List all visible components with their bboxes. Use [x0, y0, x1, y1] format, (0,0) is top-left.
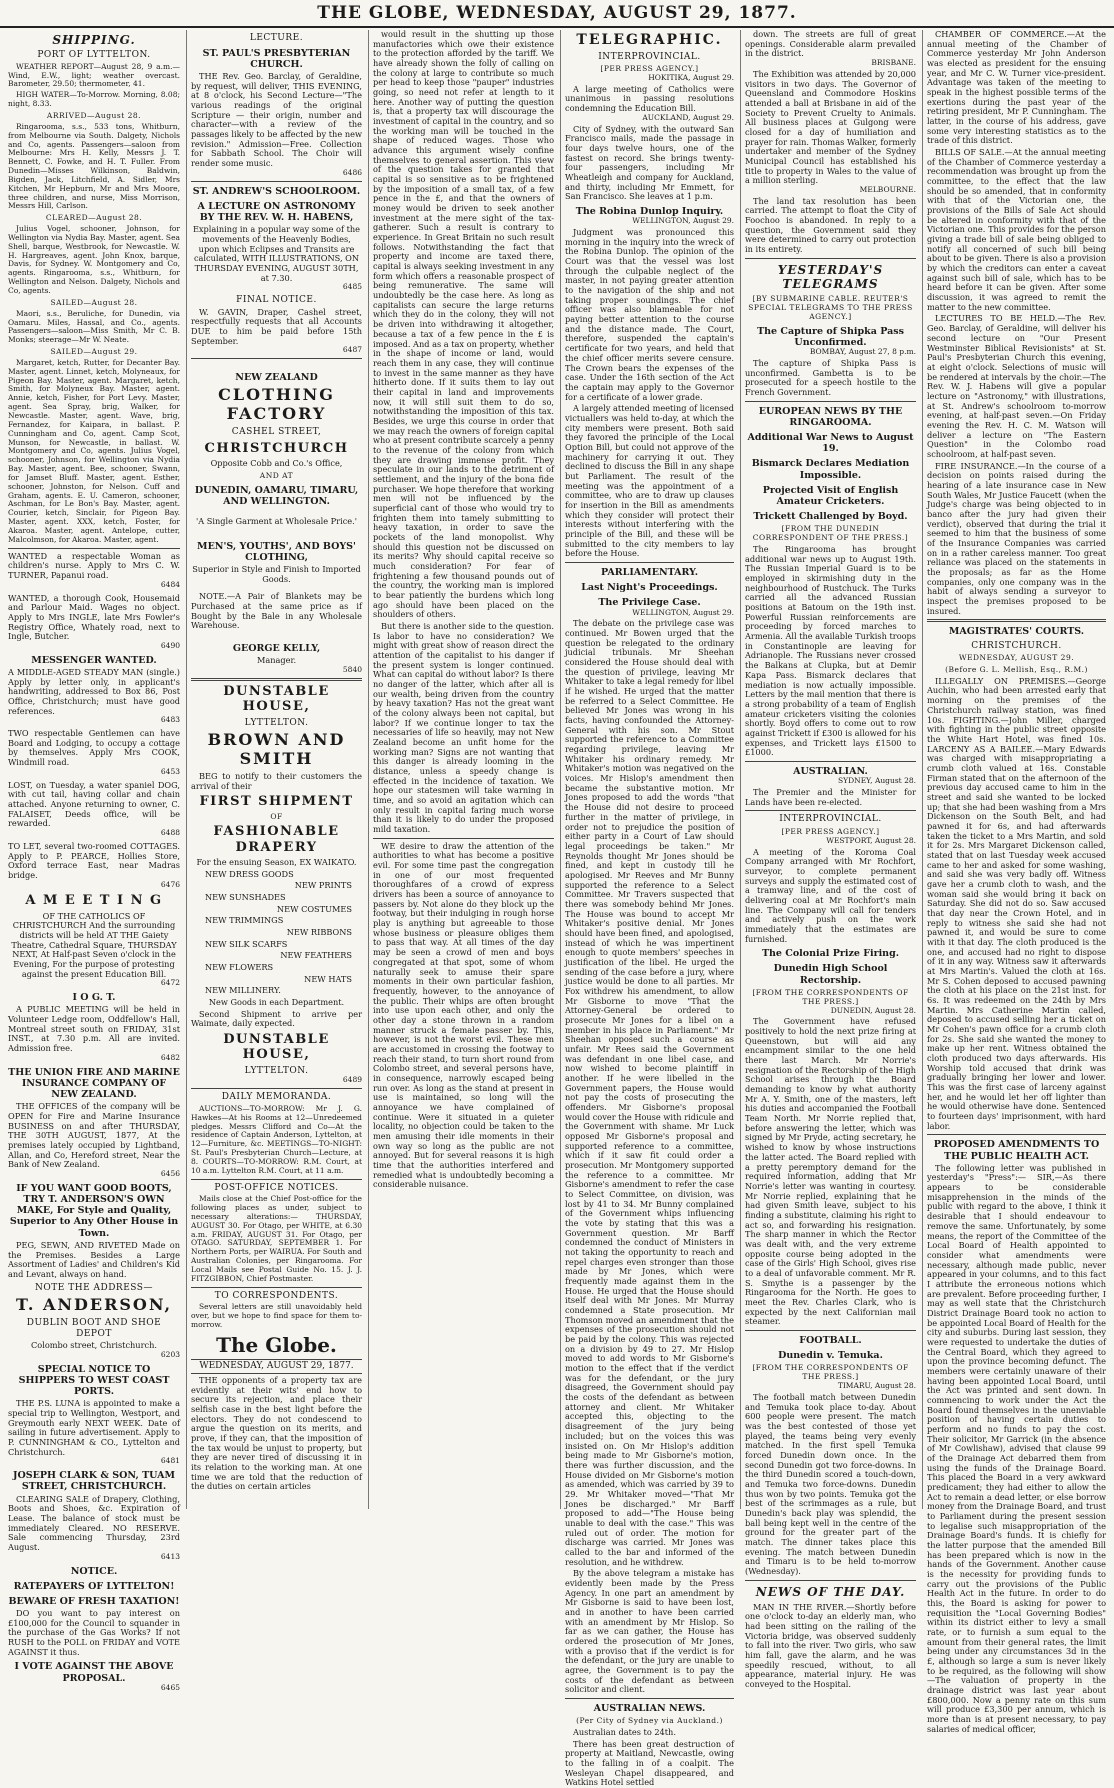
christchurch-heading: CHRISTCHURCH: [204, 440, 349, 456]
shipping-heading: SHIPPING.: [52, 33, 136, 47]
divider: [191, 1179, 362, 1180]
sydney-text: The Premier and the Minister for Lands have been re-elected.: [745, 786, 916, 807]
victuallers-text: A largely attended meeting of licensed victuallers was held to-day, at which the city members were present. Both said they favored the principle of the Local Option Bill, but could not approve of the machinery for carrying it out. They declined to discuss the Bill in any shape but Parliament. The result of the meeting was the appointment of a committee, who are to draw up clauses for insertion in the Bill as amendments which they consider will protect their interests without interfering with the principle of the Bill, and these will be submitted to the city members to lay before the House.: [565, 403, 734, 559]
amendments-heading: PROPOSED AMENDMENTS TO THE PUBLIC HEALTH ACT.: [933, 1139, 1100, 1162]
per-city: (Per City of Sydney via Auckland.): [576, 1716, 723, 1726]
boots-text: PEG, SEWN, AND RIVETED Made on the Premises. Besides a Large Assortment of Ladies' and Children's Kid and Levant, always on hand.: [8, 1239, 180, 1279]
note-address: NOTE THE ADDRESS—: [35, 1282, 153, 1293]
spacer: [191, 633, 362, 639]
from-correspondents: [FROM THE CORRESPONDENTS OF THE PRESS.]: [752, 987, 909, 1006]
divider: [745, 401, 916, 402]
post-office-heading: POST-OFFICE NOTICES.: [214, 1182, 339, 1193]
divider: [191, 181, 362, 182]
spacer: [191, 529, 362, 537]
shipka-heading: The Capture of Shipka Pass Unconfirmed.: [757, 325, 904, 348]
from-correspondents: [FROM THE CORRESPONDENTS OF THE PRESS.]: [752, 1363, 909, 1382]
memoranda-text: AUCTIONS—TO-MORROW: Mr J. G. Hawkes—At his Rooms at 12—Unredeemed pledges. Messrs Clifford and Co—At the residence of Captain Anderson, Lyttelton, at 12—Furniture, &c. MEETINGS—TO-NIGHT: St. Paul's Presbyterian Church—Lecture, at 8. COURTS—TO-MORROW: R.M. Court, at 10 a.m. Lyttelton R.M. Court, at 11 a.m.: [191, 1103, 362, 1175]
dunedin-text: The Government have refused positively to hold the next prize firing at Queenstown, but will aid any encampment similar to the one held there last March. Mr Norrie's resignation of the Rectorship of the High School arises through the Board demanding to know by what authority Mr A. Y. Smith, one of the masters, left his duties and accompanied the Football Team North. Mr Norrie replied that, before answering the letter, which was signed by Mr Pryde, acting secretary, he wished to know by whose instructions the latter acted. The Board replied with a pretty peremptory demand for the required information, adding that Mr Norrie's letter was wanting in courtesy. Mr Norrie replied, explaining that he had given Smith leave, subject to his finding a substitute, claiming his right to act so, and forwarding his resignation. The sharp manner in which the Rector was dealt with, and the very extreme opposite course being adopted in the case of the Girls' High School, gives rise to a deal of unfavorable comment. Mr R. S. Smythe is a passenger by the Ringarooma for the North. He goes to meet the Rev. Charles Clark, who is expected by the next Californian mail steamer.: [745, 1016, 916, 1327]
brown-smith: BROWN AND SMITH: [207, 730, 346, 768]
ad-number: 6465: [160, 1682, 180, 1692]
dateline: DUNEDIN, August 28.: [830, 1005, 916, 1015]
list-item: NEW FLOWERS: [205, 962, 274, 973]
prize-firing-heading: The Colonial Prize Firing.: [761, 948, 900, 960]
ad-text: TWO respectable Gentlemen can have Board and Lodging, to occupy a cottage by themselves. Apply Mrs COOK, Windmill road.: [8, 728, 180, 768]
court-text: ILLEGALLY ON PREMISES.—George Auchin, who had been arrested early that morning on the premises of the Christchurch railway station, was fined 10s. FIGHTING.—John Miller, charged with fighting in the public street opposite the White Hart Hotel, was fined 10s. LARCENY AS A BAILEE.—Mary Edwards was charged with misappropriating a crumb cloth valued at 16s. Constable Firman stated that on the afternoon of the previous day accused came to him in the street and said she wanted to be locked up; that she had been washing from a Mrs Dickenson on the South Belt, and had pawned it for 6s, and had afterwards taken the ticket to a Mrs Martin, and sold it for 2s. Mrs Margaret Dickenson called, stated that on last Tuesday week accused came to her and asked for some washing, and said she was very badly off. Witness gave her a crumb cloth to wash, and the woman said she would bring it back on Saturday. She did not do so. Saw accused that day near the Crown Hotel, and in reply to witness she said she had not pawned it, and would be sure to come with it that day. The cloth produced is the one, and accused had no right to dispose of it in any way. Witness saw it afterwards at Mrs Martin's. Valued the cloth at 16s. Mr S. Cohen deposed to accused pawning the cloth at his place on the 21st inst. for 6s. It was redeemed on the 24th by Mrs Martin. Mrs Catherine Martin called, deposed to accused selling her a ticket on Mr Cohen's pawn office for a crumb cloth for 2s. She said she wanted the money to make up her rent. Witness obtained the cloth produced two days afterwards. His Worship told accused that drink was gradually bringing her lower and lower. This was the first case of larceny against her, and he would let her off lighter than he would otherwise have done. Sentenced to fourteen days' imprisonment, with hard labor.: [927, 675, 1106, 1131]
ad-lost-dog: [8, 781, 180, 838]
single-garment: 'A Single Garment at Wholesale Price.': [195, 516, 357, 527]
clearing-text: CLEARING SALE of Drapery, Clothing, Boots and Shoes, &c. Expiration of Lease. The balance of stock must be immediately Cleared. NO RESERVE. Sale commencing Thursday, 23rd August.: [8, 1493, 180, 1552]
divider: [745, 1580, 916, 1581]
column-3: [368, 30, 558, 1509]
lecture-heading: LECTURE.: [249, 33, 304, 43]
astronomy-text: Explaining in a popular way some of the movements of the Heavenly Bodies, upon which Eclipses and Transits are calculated, WITH ILLUSTRATIONS, ON THURSDAY EVENING, AUGUST 30TH, at 7.30.: [192, 224, 361, 283]
trickett-heading: Trickett Challenged by Boyd.: [753, 511, 908, 523]
port-heading: PORT OF LYTTELTON.: [37, 50, 151, 61]
ad-wanted-nurse: [8, 552, 180, 590]
divider: [191, 678, 362, 681]
st-paul-text: THE Rev. Geo. Barclay, of Geraldine, by request, will deliver, THIS EVENING, at 8 o'clock, his Second Lecture—"The various readings of the original Scripture — their origin, number and character—with a review of the passages likely to be affected by the new revision." Admission—Free. Collection for Sabbath School. The Choir will render some music.: [191, 71, 362, 169]
dateline: WESTPORT, August 28.: [826, 835, 916, 845]
meeting-heading: A M E E T I N G: [25, 893, 163, 909]
towns-heading: DUNEDIN, OAMARU, TIMARU, AND WELLINGTON.: [194, 484, 359, 507]
melbourne-text: The land tax resolution has been carried. The attempt to float the City of Foochoo is abandoned. In reply to a question, the Government said they were determined to carry out protection in its entirety.: [745, 195, 916, 255]
weather-report: WEATHER REPORT—August 28, 9 a.m.—Wind, E.W., light; weather overcast. Barometer, 29.50; thermometer, 41.: [8, 61, 180, 89]
divider: [745, 810, 916, 811]
brisbane-text: The Exhibition was attended by 20,000 visitors in two days. The Governor of Queensland and Commodore Hoskins attended a ball at Brisbane in aid of the Society to Prevent Cruelty to Animals. All business places at Gulgong were closed for a day of humiliation and prayer for rain. Thomas Walker, formerly undertaker and member of the Sydney Municipal Council has established his title to property in Wales to the value of a million sterling.: [745, 68, 916, 186]
war-heading: Additional War News to August 19.: [747, 431, 914, 455]
hokitika-text: A large meeting of Catholics were unanimous in passing resolutions condemning the Education Bill.: [565, 83, 734, 114]
opposite-text: Opposite Cobb and Co.'s Office,: [210, 458, 343, 469]
list-item: NEW SUNSHADES: [205, 892, 286, 903]
divider: [191, 1287, 362, 1288]
correspondents-heading: TO CORRESPONDENTS.: [214, 1290, 339, 1301]
dunstable2-heading: DUNSTABLE HOUSE,: [223, 1032, 330, 1063]
dunlop-text: Judgment was pronounced this morning in the inquiry into the wreck of the Robina Dunlop. The opinion of the Court was that the vessel was lost through the culpable neglect of the master, in not paying greater attention to the navigation of the ship and not taking proper soundings. The chief officer was also blameable for not paying better attention to the course and the distance made. The Court, therefore, suspended the captain's certificate for two years, and held that the chief officer merits severe censure. The Crown bears the expenses of the case. Under the 16th section of the Act the captain may apply to the Governor for a certificate of a lower grade.: [565, 227, 734, 402]
high-water: HIGH WATER—To-Morrow. Morning, 8.08; night, 8.33.: [8, 90, 180, 109]
dateline: WELLINGTON, August 29.: [632, 607, 734, 617]
fire-insurance-text: FIRE INSURANCE.—In the course of a decision on points raised during the hearing of a late insurance case in New South Wales, Mr Justice Faucett (when the Judge's charge was being objected to in banco after the jury had given their verdict), observed that during the trial it seemed to him that the business of some of the Insurance Companies was carried on in a rather careless manner. Too great reliance was placed on the statements in the proposals; as far as the Home companies, only one company was in the habit of always sending a surveyor to inspect the premises proposed to be insured.: [927, 460, 1106, 616]
christchurch-heading: CHRISTCHURCH.: [971, 640, 1062, 651]
ad-number: 5840: [342, 665, 362, 674]
ad-number: 6481: [160, 1456, 180, 1466]
vote-heading: I VOTE AGAINST THE ABOVE PROPOSAL.: [14, 1661, 174, 1684]
dateline: MELBOURNE.: [859, 184, 916, 194]
ad-number: 6476: [160, 879, 180, 889]
press-mistake-text: By the above telegram a mistake has evidently been made by the Press Agency. In one part an amendment by Mr Gisborne is said to have been lost, and in another to have been carried with an amendment by Mr Hislop. So far as we can gather, the House has ordered the prosecution of Mr Jones, with a proviso that if the verdict is for the defendant, or the jury are unable to agree, the Government is to pay the costs of the defendant as between solicitor and client.: [565, 1568, 734, 1695]
union-text: THE OFFICES of the company will be OPEN for Fire and Marine Insurance BUSINESS on and after THURSDAY, THE 30TH AUGUST, 1877, At the premises lately occupied by Lightband, Allan, and Co, Hereford street, Near the Bank of New Zealand.: [8, 1101, 180, 1170]
correspondents-text: Several letters are still unavoidably held over, but we hope to find space for them to-morrow.: [191, 1302, 362, 1329]
river-text: MAN IN THE RIVER.—Shortly before one o'clock to-day an elderly man, who had been sitting on the railing of the Victoria bridge, was observed suddenly to fall into the river. Two girls, who saw him fall, gave the alarm, and he was speedily rescued, without, to all appearance, material injury. He was conveyed to the Hospital.: [745, 1601, 916, 1690]
new-items-list: [191, 870, 362, 996]
notice-heading: NOTICE.: [70, 1565, 118, 1577]
parliamentary-heading: PARLIAMENTARY.: [600, 566, 699, 578]
bills-of-sale-text: BILLS OF SALE.—At the annual meeting of the Chamber of Commerce yesterday a recommendation was brought up from the committee, to the effect that the law should be so amended, that in conformity with that of the Victorian one, the provisions of the Bills of Sale Act should be altered in conformity with that of the Victorian one. This provides for the person giving a trade bill of sale being obliged to notify all concerned of such bill being about to be given. There is also a provision by which the creditors can enter a caveat against such bill of sale, which has to be heard before it can be given. After some discussion, it was agreed to remit the matter to the new committee.: [927, 147, 1106, 312]
dateline: WELLINGTON, August 29.: [632, 216, 734, 226]
rectorship-heading: Dunedin High School Rectorship.: [773, 963, 888, 986]
westport-text: A meeting of the Koroma Coal Company arranged with Mr Rochfort, surveyor, to complete permanent surveys and supply the estimated cost of a tramway line, and of the cost of delivering coal at Mr Rochfort's main line. The Company will call for tenders and actively push on the work immediately that the estimates are furnished.: [745, 846, 916, 944]
arrived-text: Ringarooma, s.s., 533 tons, Whitburn, from Melbourne via South. Dalgety, Nichols and Co, agents. Passengers—saloon from Melbourne: Mrs H. Kelly, Messrs J. T. Bennett, C. Fowke, and H. T. Fuller. From Dunedin—Misses Wilkinson, Baldwin, Bigden, Jack, Litchfield, A. Sidler, Mrs Kitchen, Mr Hepburn, Mr and Mrs Moore, three children, and nurse, Miss Morrison, Messrs Hill, Carlson.: [8, 121, 180, 211]
ad-text: LOST, on Tuesday, a water spaniel DOG, with cut tail, having collar and chain attached. Anyone returning to owner, C. FALAISET, Deeds office, will be rewarded.: [8, 779, 180, 829]
interprovincial-heading: INTERPROVINCIAL.: [598, 51, 701, 62]
column-2: [186, 30, 366, 1509]
fashionable-drapery: FASHIONABLE DRAPERY: [213, 824, 340, 855]
match-heading: Dunedin v. Temuka.: [778, 1350, 883, 1362]
cleared-text: Julius Vogel, schooner, Johnson, for Wellington via Nydia Bay. Master, agent. Sea Shell, barque, Westbrook, for Newcastle. W. H. Hargreaves, agent. John Knox, barque, Davis, for Sydney. W. Montgomery and Co, agents. Ringarooma, s.s., Whitburn, for Wellington and Nelson. Dalgety, Nichols and Co, agents.: [8, 224, 180, 296]
st-andrews-heading: ST. ANDREW'S SCHOOLROOM.: [192, 185, 361, 197]
divider: [191, 1088, 362, 1089]
sailed2-text: Margaret, ketch, Rutter, for Decanter Bay. Master, agent. Linnet, ketch, Molyneaux, for Pigeon Bay. Master, agent. Margaret, ketch, Smith, for Molyneux Bay. Master, agent. Annie, ketch, Fisher, for Port Levy. Master, agent. Sea Spray, brig, Walker, for Newcastle. Master, agent. Wave, brig, Fernandez, for Kaipara, in ballast. P. Cunningham and Co, agent. Camp Scot, Munson, for Newcastle, in ballast. W. Montgomery and Co, agents. Julius Vogel, schooner, Johnson, for Wellington via Nydia Bay. Master, agent. Bee, schooner, Swann, for Jamset Bluff. Master, agent. Esther, schooner, Johnston, for Nelson. Cuff and Graham, agents. E. U. Cameron, schooner, Aschman, for Le Bon's Bay. Master, agent. Courier, ketch, Sinclair, for Pigeon Bay. Master, agent. XXX, ketch, Foster, for Akaroa. Master, agent. Antelope, cutter, Malcolmson, for Akaroa. Master, agent.: [8, 357, 180, 544]
list-item: NEW SILK SCARFS: [205, 938, 288, 949]
privilege-text: The debate on the privilege case was continued. Mr Bowen urged that the question be relegated to the ordinary judicial tribunals. Mr Sheehan considered the House should deal with the question of privilege, leaving Mr Whitaker to take a legal remedy for libel if he wished. He urged that the matter be referred to a Select Committee. He believed Mr Jones was wrong in his facts, having confounded the Attorney-General with his son. Mr Stout supported the reference to a Committee regarding privilege, leaving Mr Whitaker his ordinary remedy. Mr Whitaker's motion was negatived on the voices. Mr Hislop's amendment then became the substantive motion. Mr Jones proposed to add the words "that the House did not desire to proceed further in the matter of privilege, in order not to prejudice the position of either party in a Court of Law should legal proceedings be taken." Mr Reynolds thought Mr Jones should be fined, and kept in custody till he apologised. Mr Reeves and Mr Bunny supported the reference to a Select Committee. Mr Travers suspected that there was somebody behind Mr Jones. The House was bound to accept Mr Whitaker's positive denial. Mr Jones should have been fined, and apologised, instead of which he was impertinent enough to quote members' speeches in justification of the libel. He urged the sending of the case before a jury, where justice would be done to all parties. Mr Fox withdrew his amendment, to allow Mr Gisborne to move "That the Attorney-General be ordered to prosecute Mr Jones for a libel on a member in his place in Parliament." Mr Sheehan opposed such a course as unfair. Mr Rees said the Government was defendant in one libel case, and now wished to become plaintiff in another. If he were libelled in the Government papers, the House would not pay the costs of prosecuting the offenders. Mr Gisborne's proposal would cover the House with ridicule and the Government with shame. Mr Luck opposed Mr Gisborne's proposal and supported reference to a committee, which if it saw fit could order a prosecution. Mr Montgomery supported the reference to a committee. Mr Gisborne's amendment to refer the case to Select Committee, on division, was lost by 41 to 34. Mr Bunny complained of the Government whips influencing the vote by stating that this was a Government question. Mr Barff condemned the conduct of Ministers in not taking the opportunity to reach and repel charges even stronger than those made by Mr Jones, which were frequently made against them in the House. He urged that the House should itself deal with Mr Jones. Mr Murray condemned a State prosecution. Mr Thomson moved an amendment that the expenses of the prosecution should not be paid by the colony. This was rejected on a division by 49 to 27. Mr Hislop moved to add words to Mr Gisborne's motion to the effect that if the verdict was for the defendant, or the jury disagreed, the Government should pay the costs of the defendant as between attorney and client. Mr Whitaker accepted this, objecting to the disagreement of the jury being included; but on the voices this was insisted on. On Mr Hislop's addition being made to Mr Gisborne's motion, there was further discussion, and the House divided on Mr Gisborne's motion as amended, which was carried by 39 to 29. Mr Whitaker moved—"That Mr Jones be discharged." Mr Barff proposed to add—"The House being unable to deal with the case." This was ruled out of order. The motion for discharge was carried. Mr Jones was called to the bar and informed of the resolution, and he withdrew.: [565, 618, 734, 1567]
sailed2-heading: SAILED—August 29.: [50, 347, 138, 357]
leader-labor: But there is another side to the question. Is labor to have no consideration? We might with great show of reason direct the attention of the capitalist to his danger if the present system is longer continued. What can capital do without labor? Is there no danger of the latter, which after all is our wealth, being driven from the country by heavy taxation? Has not the great want of the colony always been not capital, but labor? If we continue longer to tax the necessaries of life so heavily, may not New Zealand become an unfit home for the working man? Signs are not wanting that this danger is already looming in the distance, unless a speedy change is effected in the incidence of taxation. We hope our statesmen will take warning in time, and so avoid an agitation which can only result in capital faring much worse than it is likely to do under the proposed mild taxation.: [373, 620, 554, 835]
court-date: WEDNESDAY, AUGUST 29.: [958, 653, 1075, 663]
of-text: OF: [270, 811, 283, 821]
kelly-heading: GEORGE KELLY,: [232, 643, 321, 655]
sailed-heading: SAILED—August 28.: [50, 297, 138, 307]
maitland-text: There has been great destruction of property at Maitland, Newcastle, owing to the falling in of a coalpit. The Wesleyan Chapel disappeared, and Watkins Hotel settled: [565, 1738, 734, 1788]
ad-text: A MIDDLE-AGED STEADY MAN (single.) Apply by letter only, in applicant's handwriting, addressed to Box 86, Post Office, Christchurch; must have good references.: [8, 666, 180, 716]
meeting-text: OF THE CATHOLICS OF CHRISTCHURCH And the surrounding districts will be held AT THE Gaiety Theatre, Cathedral Square, THURSDAY NEXT, At Half-past Seven o'clock in the Evening, For the purpose of protesting against the present Education Bill.: [11, 910, 177, 979]
bismarck-heading: Bismarck Declares Mediation Impossible.: [751, 458, 910, 481]
list-item: NEW RIBBONS: [286, 927, 352, 938]
shipka-text: The capture of Shipka Pass is unconfirmed. Gambetta is to be prosecuted for a speech hostile to the French Government.: [745, 357, 916, 397]
dateline: BOMBAY, August 27, 8 p.m.: [809, 347, 916, 357]
privilege-heading: The Privilege Case.: [598, 597, 701, 609]
press-agency: [PER PRESS AGENCY.]: [600, 64, 699, 74]
telegraphic-heading: TELEGRAPHIC.: [576, 32, 723, 48]
blankets-text: NOTE.—A Pair of Blankets may be Purchased at the same price as if Bought by the Bale in any Wholesale Warehouse.: [191, 591, 362, 631]
last-night-heading: Last Night's Proceedings.: [581, 582, 718, 594]
iogt-text: A PUBLIC MEETING will be held in Volunteer Ledge room, Oddfellow's Hall, Montreal street south on FRIDAY, 31st INST., at 7.30 p.m. All are invited. Admission free.: [8, 1004, 180, 1054]
ad-number: 6483: [160, 715, 180, 725]
leader-text: THE opponents of a property tax are evidently at their wits' end how to secure its rejection, and place their selfish case in the best light before the electors. They do not condescend to argue the question on its merits, and prove, if they can, that the imposition of the tax would be unjust to property, but they are never tired of discussing it in its relation to the working man. At one time we are told that the reduction of the duties on certain articles: [191, 1374, 362, 1492]
column-1: [4, 30, 184, 1692]
nz-heading: NEW ZEALAND: [235, 372, 318, 384]
press-agency: [PER PRESS AGENCY.]: [781, 826, 880, 836]
superior-text: Superior in Style and Finish to Imported Goods.: [192, 564, 361, 584]
ad-number: 6472: [160, 978, 180, 988]
memoranda-heading: DAILY MEMORANDA.: [221, 1092, 332, 1103]
anderson-sub: DUBLIN BOOT AND SHOE DEPOT: [26, 1318, 162, 1339]
ad-text: TO LET, several two-roomed COTTAGES. Apply to P. PEARCE, Hollies Store, Oxford terrace East, near Madras bridge.: [8, 840, 180, 880]
cleared-heading: CLEARED—August 28.: [45, 213, 143, 223]
gavin-text: W. GAVIN, Draper, Cashel street, respectfully requests that all Accounts DUE to him be paid before 15th September.: [191, 306, 362, 346]
dateline: SYDNEY, August 28.: [838, 776, 916, 786]
column-4: [560, 30, 738, 1788]
ad-number: 6482: [160, 1052, 180, 1062]
dateline: HOKITIKA, August 29.: [648, 72, 734, 82]
sailed-text: Maori, s.s., Beruliche, for Dunedin, via Oamaru. Miles, Hassal, and Co., agents. Passengers—saloon—Miss Smith, Mr C. B. Monks; steerage—Mr W. Neate.: [8, 308, 180, 345]
waimate-text: Second Shipment to arrive per Waimate, daily expected.: [191, 1008, 362, 1029]
auckland-text: City of Sydney, with the outward San Francisco mails, made the passage in four days twelve hours, one of the fastest on record. She brings twenty-four passengers, including Mr Wheatleigh and company for Auckland, and thirty, including Mr Emmett, for San Francisco. She leaves at 1 p.m.: [565, 123, 734, 202]
divider: [373, 838, 554, 839]
list-item: NEW TRIMMINGS: [205, 915, 284, 926]
globe-title: The Globe.: [216, 1332, 337, 1357]
and-at: AND AT: [259, 470, 294, 480]
ad-to-let: [8, 842, 180, 890]
st-paul-heading: ST. PAUL'S PRESBYTERIAN CHURCH.: [202, 47, 351, 70]
anderson-name: T. ANDERSON,: [15, 1295, 173, 1315]
letter-text: The following letter was published in yesterday's "Press":— SIR,—As there appears to be considerable misapprehension in the minds of the public with regard to the above, I think it desirable that I should endeavour to remove the same. Unfortunately, by some means, the report of the Committee of the Local Board of Health appointed to consider what amendments were necessary, although made public, never appeared in your columns, and to this fact I attribute the erroneous notions which are prevalent. Before proceeding further, I may as well state that the Christchurch District Drainage Board took no action to be appointed Local Board of Health for the city and suburbs. During last session, they were requested to undertake the duties of the Central Board, which they agreed to upon the province becoming defunct. The members were certainly unaware of their having been appointed Local Board, until the Act was printed and sent down. In commencing to work under the Act the Board found themselves in the unenviable position of having certain duties to perform and no funds to pay the cost. Their solicitor, Mr Garrick (in the absence of Mr Cowlishaw), advised that clause 99 of the Drainage Act debarred them from using the funds of the Drainage Board. This placed the Board in a very awkward predicament; they had either to allow the Act to remain a dead letter, or else borrow money from the Drainage Board, and trust to Parliament during the present session to legalise such misappropriation of the Drainage Board's funds. It is chiefly for the latter purpose that the amended Bill has been prepared which is now in the hands of the Government. Another cause is the necessity for providing funds to carry out the provisions of the Public Health Act in the future. In order to do this, the Board is asking for power to requisition the "Local Governing Bodies" within its district either to levy a small rate, or to furnish a sum equal to the amount from their general rates, the limit being under any circumstances 3d in the £, although so large a sum is never likely to be required, as the following will show—The valuation of property in the drainage district was last year about £800,000. Now a penny rate on this sum will produce £3,300 per annum, which is more than is at present necessary, to pay salaries of medical officer,: [927, 1162, 1106, 1734]
war-text: The Ringarooma has brought additional war news up to August 19th. The Russian Imperial Guard is to be employed in skirmishing duty in the neighbourhood of Rustchuck. The Turks carried all the advanced Russian positions at Batoum on the 19th inst. Powerful Russian reinforcements are proceeding by forced marches to Armenia. All the available Turkish troops in Constantinople are leaving for Adrianople. The Russians never crossed the Balkans at Clupka, but at Demir Kapa Pass. Bismarck declares that mediation is now actually impossible. Letters by the mail mention that there is a strong probability of a team of English amateur cricketers visiting the colonies shortly. Boyd offers to come out to row against Trickett if £300 is allowed for his expenses, and Trickett lays £1500 to £1000.: [745, 544, 916, 758]
anderson-address: Colombo street, Christchurch.: [31, 1340, 157, 1351]
divider: [745, 761, 916, 762]
masthead: THE GLOBE, WEDNESDAY, AUGUST 29, 1877.: [0, 0, 1114, 28]
ad-messenger: [8, 668, 180, 725]
astronomy-heading: A LECTURE ON ASTRONOMY BY THE REV. W. H. HABENS,: [197, 200, 356, 223]
ad-number: 6484: [160, 579, 180, 589]
european-heading: EUROPEAN NEWS BY THE RINGAROOMA.: [758, 405, 903, 428]
arrived-heading: ARRIVED—August 28.: [46, 110, 142, 120]
chamber-text: CHAMBER OF COMMERCE.—At the annual meeting of the Chamber of Commerce yesterday Mr John Anderson was elected as president for the ensuing year, and Mr C. W. Turner vice-president. Advantage was taken of the meeting to speak in the highest possible terms of the exertions during the past year of the retiring president, Mr P. Cunningham. The latter, in the course of his address, gave some very interesting statistics as to the trade of this district.: [927, 29, 1106, 146]
ad-number: 6203: [160, 1349, 180, 1359]
final-notice-heading: FINAL NOTICE.: [236, 295, 317, 306]
ad-wanted-cook: [8, 594, 180, 651]
list-item: NEW COSTUMES: [276, 903, 352, 914]
divider: [565, 1698, 734, 1699]
ad-number: 6453: [160, 766, 180, 776]
special-notice-heading: SPECIAL NOTICE TO SHIPPERS TO WEST COAST PORTS.: [18, 1363, 170, 1398]
leader-continued: would result in the shutting up those manufactories which owe their existence to the protection afforded by the tariff. We have already shown the folly of calling on the colony at large to contribute so much per head to keep those "pauper" industries going, so need not refer at length to it here. Another way of putting the question is, that a property tax will discourage the investment of capital in the country, and so the working man will be touched in the shape of reduced wages. Those who advance this argument wisely confine themselves to general assertion. This view of the question takes for granted that capital is so sensitive as to be frightened by the imposition of a small tax, of a few pence in the £, and that the owners of money would be driven to seek another investment at the mere sight of the tax-gatherer. Such a result is contrary to experience. In Great Britain no such result follows. Notwithstanding the fact that property and income are taxed there, capital is always seeking investment in any form which offers a reasonable prospect of being remunerative. The same will undoubtedly be the case here. As long as capitalists can secure the large returns which they do in the colony, they will not be driven into withdrawing it altogether, because a tax of a few pence in the £ is imposed. And as a tax on property, whether in the shape of income or land, would reach them in any case, they will continue to invest in the same manner as they have hitherto done. If it suits them to lay out their capital in land and improvements now, it will still suit them to do so, notwithstanding the imposition of this tax. Besides, we urge this course in order that we may reach the owners of foreign capital who at present contribute scarcely a penny to the revenue of the colony from which they are drawing immense profit. They speculate in our lands to the detriment of settlement, and the injury of the bona fide purchaser. We hope therefore that working men will not be influenced by the superficial cant of those who would try to frighten them into tamely submitting to heavy taxation, in order to save the pockets of the land monopolist. Why should this question not be discussed on its merits? Why should capital receive so much consideration? For fear of frightening a few thousand pounds out of the country, the working man is implored to bear patiently the burdens which long ago should have been placed on the shoulders of others.: [373, 29, 555, 620]
lyttelton2-heading: LYTTELTON.: [244, 1065, 309, 1076]
dateline: AUCKLAND, August 29.: [642, 112, 734, 122]
beware-heading: BEWARE OF FRESH TAXATION!: [8, 1595, 180, 1607]
cashel-street: CASHEL STREET,: [231, 427, 322, 438]
mens-heading: MEN'S, YOUTHS', AND BOYS' CLOTHING,: [197, 540, 356, 563]
dunlop-heading: The Robina Dunlop Inquiry.: [575, 206, 724, 218]
news-of-the-day: NEWS OF THE DAY.: [755, 1584, 906, 1599]
football-text: The football match between Dunedin and Temuka took place to-day. About 600 people were present. The match was the best contested of those yet played, the teams being very evenly matched. In the first spell Temuka forced Dunedin down once. In the second Dunedin got two force-downs. In the third Dunedin scored a touch-down, and Temuka two force-downs. Dunedin thus won by two points. Temuka got the best of the scrimmages as a rule, but Dunedin's back play was splendid, the ball being kept well in the centre of the ground for the greater part of the match. The dinner takes place this evening. The match between Dunedin and Timaru is to be held to-morrow (Wednesday).: [745, 1391, 916, 1576]
australian-heading: AUSTRALIAN.: [793, 765, 868, 777]
yesterdays-telegrams: YESTERDAY'S TELEGRAMS: [777, 262, 884, 291]
interprovincial2-heading: INTERPROVINCIAL.: [779, 814, 882, 825]
column-6: [922, 29, 1110, 1734]
messenger-heading: MESSENGER WANTED.: [31, 654, 157, 666]
ad-number: 6488: [160, 828, 180, 837]
new-goods-text: New Goods in each Department.: [208, 997, 345, 1008]
divider: [745, 258, 916, 259]
list-item: NEW PRINTS: [294, 880, 352, 891]
dateline: TIMARU, August 28.: [837, 1381, 916, 1391]
divider: [927, 619, 1106, 622]
column-5: [740, 29, 920, 1690]
ratepayers-heading: RATEPAYERS OF LYTTELTON!: [13, 1580, 175, 1592]
first-shipment: FIRST SHIPMENT: [199, 794, 354, 810]
court-before: (Before G. L. Mellish, Esq., R.M.): [945, 664, 1088, 674]
ad-number: 6486: [342, 167, 362, 177]
list-item: NEW FEATHERS: [280, 950, 352, 961]
divider: [745, 1330, 916, 1331]
submarine-cable: [BY SUBMARINE CABLE. REUTER'S SPECIAL TELEGRAMS TO THE PRESS AGENCY.]: [748, 294, 913, 321]
ad-number: 6456: [160, 1168, 180, 1178]
list-item: NEW DRESS GOODS: [205, 868, 294, 879]
list-item: NEW HATS: [304, 973, 352, 984]
clark-heading: JOSEPH CLARK & SON, TUAM STREET, CHRISTCHURCH.: [12, 1470, 176, 1493]
iogt-heading: I O G. T.: [72, 992, 116, 1004]
union-heading: THE UNION FIRE AND MARINE INSURANCE COMPANY OF NEW ZEALAND.: [8, 1066, 180, 1101]
dateline: BRISBANE.: [871, 58, 916, 68]
divider: [927, 1134, 1106, 1135]
clothing-factory: CLOTHING FACTORY: [218, 385, 335, 424]
list-item: NEW MILLINERY.: [205, 985, 281, 996]
ad-number: 6485: [342, 282, 362, 292]
divider: [191, 358, 362, 359]
boots-heading: IF YOU WANT GOOD BOOTS, TRY T. ANDERSON'S OWN MAKE, For Style and Quality, Superior to Any Other House in Town.: [9, 1182, 179, 1239]
cricketers-heading: Projected Visit of English Amateur Cricketers.: [762, 484, 899, 507]
maitland-continued: down. The streets are full of great openings. Considerable alarm prevailed in the district.: [745, 29, 916, 59]
post-office-text: Mails close at the Chief Post-office for the following places as under, subject to necessary alterations:— THURSDAY, AUGUST 30. For Otago, per WHITE, at 6.30 a.m. FRIDAY, AUGUST 31. For Otago, per OTAGO. SATURDAY, SEPTEMBER 1. For Northern Ports, per WAIRUA. For South and Australian Colonies, per Ringarooma. For Local Mails see Postal Guide No. 15. J. J. FITZGIBBON, Chief Postmaster.: [191, 1194, 362, 1283]
ad-gentlemen: [8, 729, 180, 777]
ad-number: 6413: [160, 1551, 180, 1561]
magistrates-heading: MAGISTRATES' COURTS.: [948, 626, 1085, 638]
aus-dates: Australian dates to 24th.: [573, 1727, 676, 1738]
dunstable-heading: DUNSTABLE HOUSE,: [223, 683, 330, 715]
gas-text: DO you want to pay interest on £100,000 for the Council to squander in the purchase of the Gas Works? If not RUSH to the POLL on FRIDAY and VOTE AGAINST it thus.: [8, 1608, 180, 1657]
leader-date: WEDNESDAY, AUGUST 29, 1877.: [191, 1359, 362, 1374]
ad-number: 6490: [160, 640, 180, 650]
ad-text: WANTED, a thorough Cook, Housemaid and Parlour Maid. Wages no object. Apply to Mrs INGLE, late Mrs Fowler's Registry Office, Whately road, next to Ingle, Butcher.: [8, 592, 180, 642]
manager-text: Manager.: [256, 655, 297, 666]
brown-text: BEG to notify to their customers the arrival of their: [191, 770, 362, 791]
divider: [565, 562, 734, 563]
luna-text: THE P.S. LUNA is appointed to make a special trip to Wellington, Westport, and Greymouth early NEXT WEEK. Date of sailing in future advertisement. Apply to P. CUNNINGHAM & CO., Lyttelton and Christchurch.: [8, 1398, 180, 1457]
australian-news-heading: AUSTRALIAN NEWS.: [593, 1702, 706, 1714]
ad-number: 6487: [342, 345, 362, 355]
lectures-text: LECTURES TO BE HELD.—The Rev. Geo. Barclay, of Geraldine, will deliver his second lecture on "Our Present Westminster Biblical Revisionists" at St. Paul's Presbyterian Church this evening, at eight o'clock. Selections of music will be rendered at intervals by the choir.—The Rev. W. J. Habens will give a popular lecture on "Astronomy," with illustrations, at St. Andrew's schoolroom to-morrow evening, at half-past seven.—On Friday evening the Rev. H. C. M. Watson will deliver a lecture on "The Eastern Question" in the Colombo road schoolroom, at half-past seven.: [927, 313, 1106, 459]
spacer: [191, 362, 362, 368]
lyttelton-heading: LYTTELTON.: [244, 717, 309, 728]
football-heading: FOOTBALL.: [799, 1334, 862, 1346]
leader-express-drivers: WE desire to draw the attention of the authorities to what has become a positive evil. For some time past the congregation in one of our most frequented thoroughfares of a crowd of express drivers has been a source of annoyance to passers by. Not alone do they block up the footway, but their indulging in rough horse play is anything but agreeable to those whose business or pleasure obliges them to pass that way. At all times of the day may be seen a crowd of men and boys congregated at that spot, some of whom naturally seek to amuse their spare moments in their own particular fashion, frequently, however, to the annoyance of the public. Their whips are often brought into use upon each other, and only the other day a stone thrown in a random manner struck a female passer by. This, however, is not the worst evil. These men are accustomed in crossing the footway to reach their stand, to turn short round from Colombo street, and several persons have, in consequence, narrowly escaped being run over. As long as the stand at present in use is maintained, so long will the annoyance we have complained of continue. Were it situated in a quieter locality, no objection could be taken to the men amusing their idle moments in their own way so long as the public are not annoyed. But for several reasons it is high time that the authorities interfered and remedied what is undoubtedly becoming a considerable nuisance.: [373, 840, 554, 1190]
ad-text: WANTED a respectable Woman as children's nurse. Apply to Mrs C. W. TURNER, Papanui road.: [8, 550, 180, 580]
season-text: For the ensuing Season, EX WAIKATO.: [196, 857, 357, 868]
divider: [8, 548, 180, 549]
from-dunedin: [FROM THE DUNEDIN CORRESPONDENT OF THE PRESS.]: [752, 524, 909, 543]
ad-number: 6489: [342, 1075, 362, 1085]
